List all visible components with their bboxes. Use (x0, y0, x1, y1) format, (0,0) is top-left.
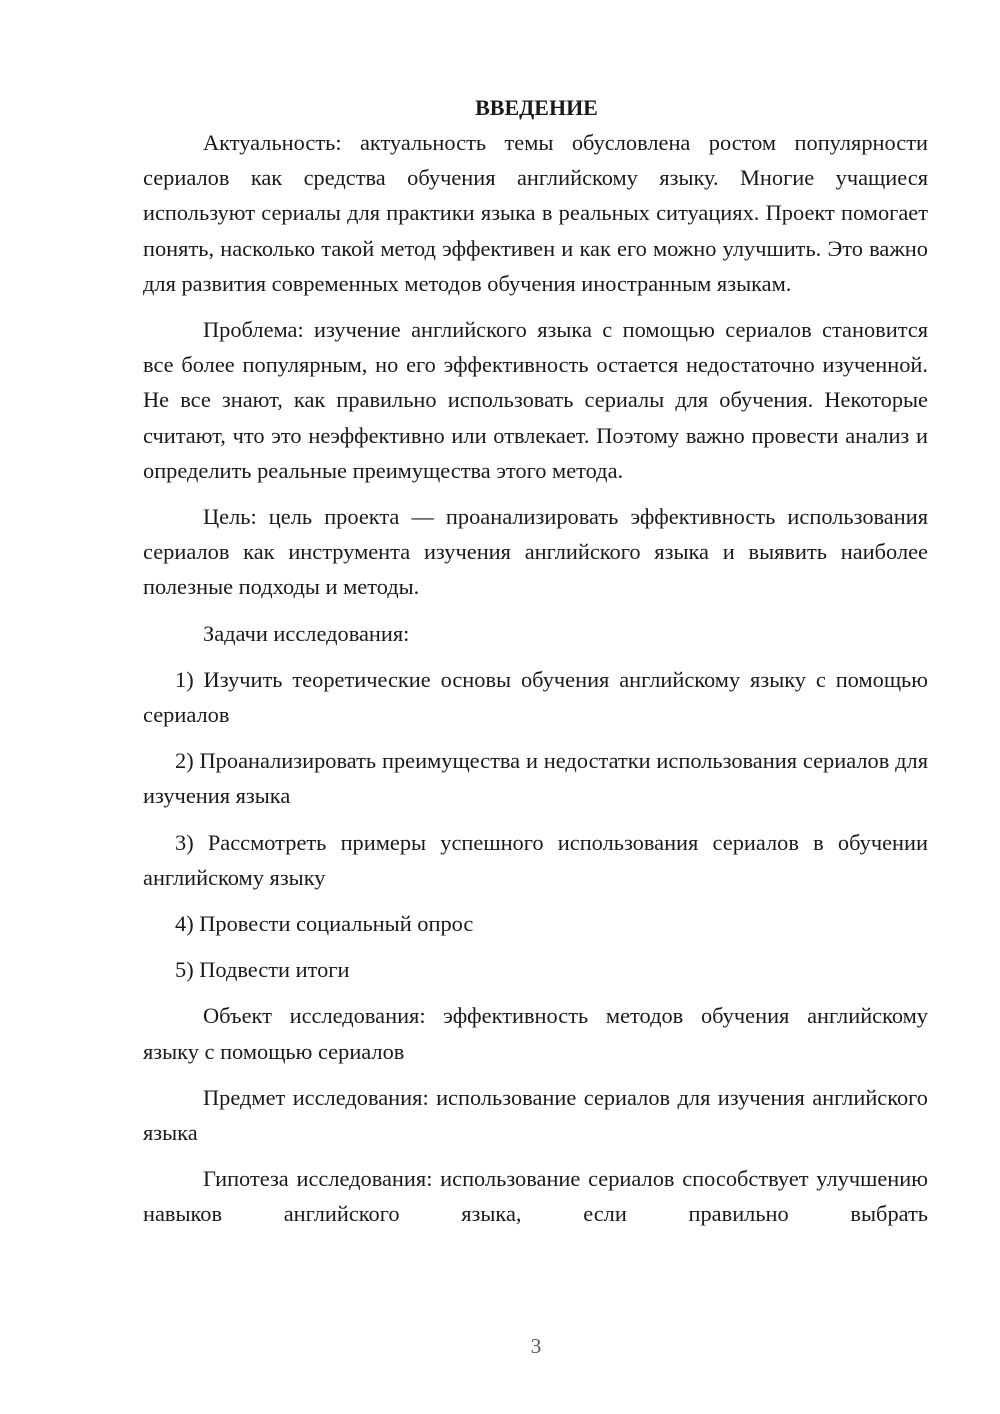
document-page (143, 90, 928, 1232)
relevance-paragraph: Актуальность: актуальность темы обусловлена ростом популярности сериалов как средства обучения английскому языку. Многие учащиеся используют сериалы для практики языка в реальных ситуациях. Проект помогает понять, насколько такой метод эффективен и как его можно улучшить. Это важно для развития современных методов обучения иностранным языкам. (143, 130, 928, 296)
tasks-heading: Задачи исследования: (203, 620, 410, 646)
subject-paragraph: Предмет исследования: использование сериалов для изучения английского языка (143, 1084, 928, 1146)
task-item-3: 3) Рассмотреть примеры успешного использования сериалов в обучении английскому языку (143, 829, 928, 890)
object-paragraph: Объект исследования: эффективность методов обучения английскому языку с помощью сериалов (143, 1003, 928, 1064)
task-item-5: 5) Подвести итоги (175, 957, 350, 983)
task-item-1: 1) Изучить теоретические основы обучения английскому языку с помощью сериалов (143, 666, 928, 728)
hypothesis-paragraph: Гипотеза исследования: использование сериалов способствует улучшению навыков английского языка, если правильно выбрать (143, 1166, 928, 1227)
problem-paragraph: Проблема: изучение английского языка с помощью сериалов становится все более популярным, но его эффективность остается недостаточно изученной. Не все знают, как правильно использовать сериалы для обучения. Некоторые считают, что это неэффективно или отвлекает. Поэтому важно провести анализ и определить реальные преимущества этого метода. (143, 317, 928, 483)
goal-paragraph: Цель: цель проекта — проанализировать эффективность использования сериалов как инструмента изучения английского языка и выявить наиболее полезные подходы и методы. (143, 504, 928, 600)
page-number: 3 (530, 1334, 542, 1358)
task-item-4: 4) Провести социальный опрос (175, 911, 474, 937)
task-item-2: 2) Проанализировать преимущества и недостатки использования сериалов для изучения языка (143, 748, 928, 809)
page-title: ВВЕДЕНИЕ (475, 95, 598, 120)
